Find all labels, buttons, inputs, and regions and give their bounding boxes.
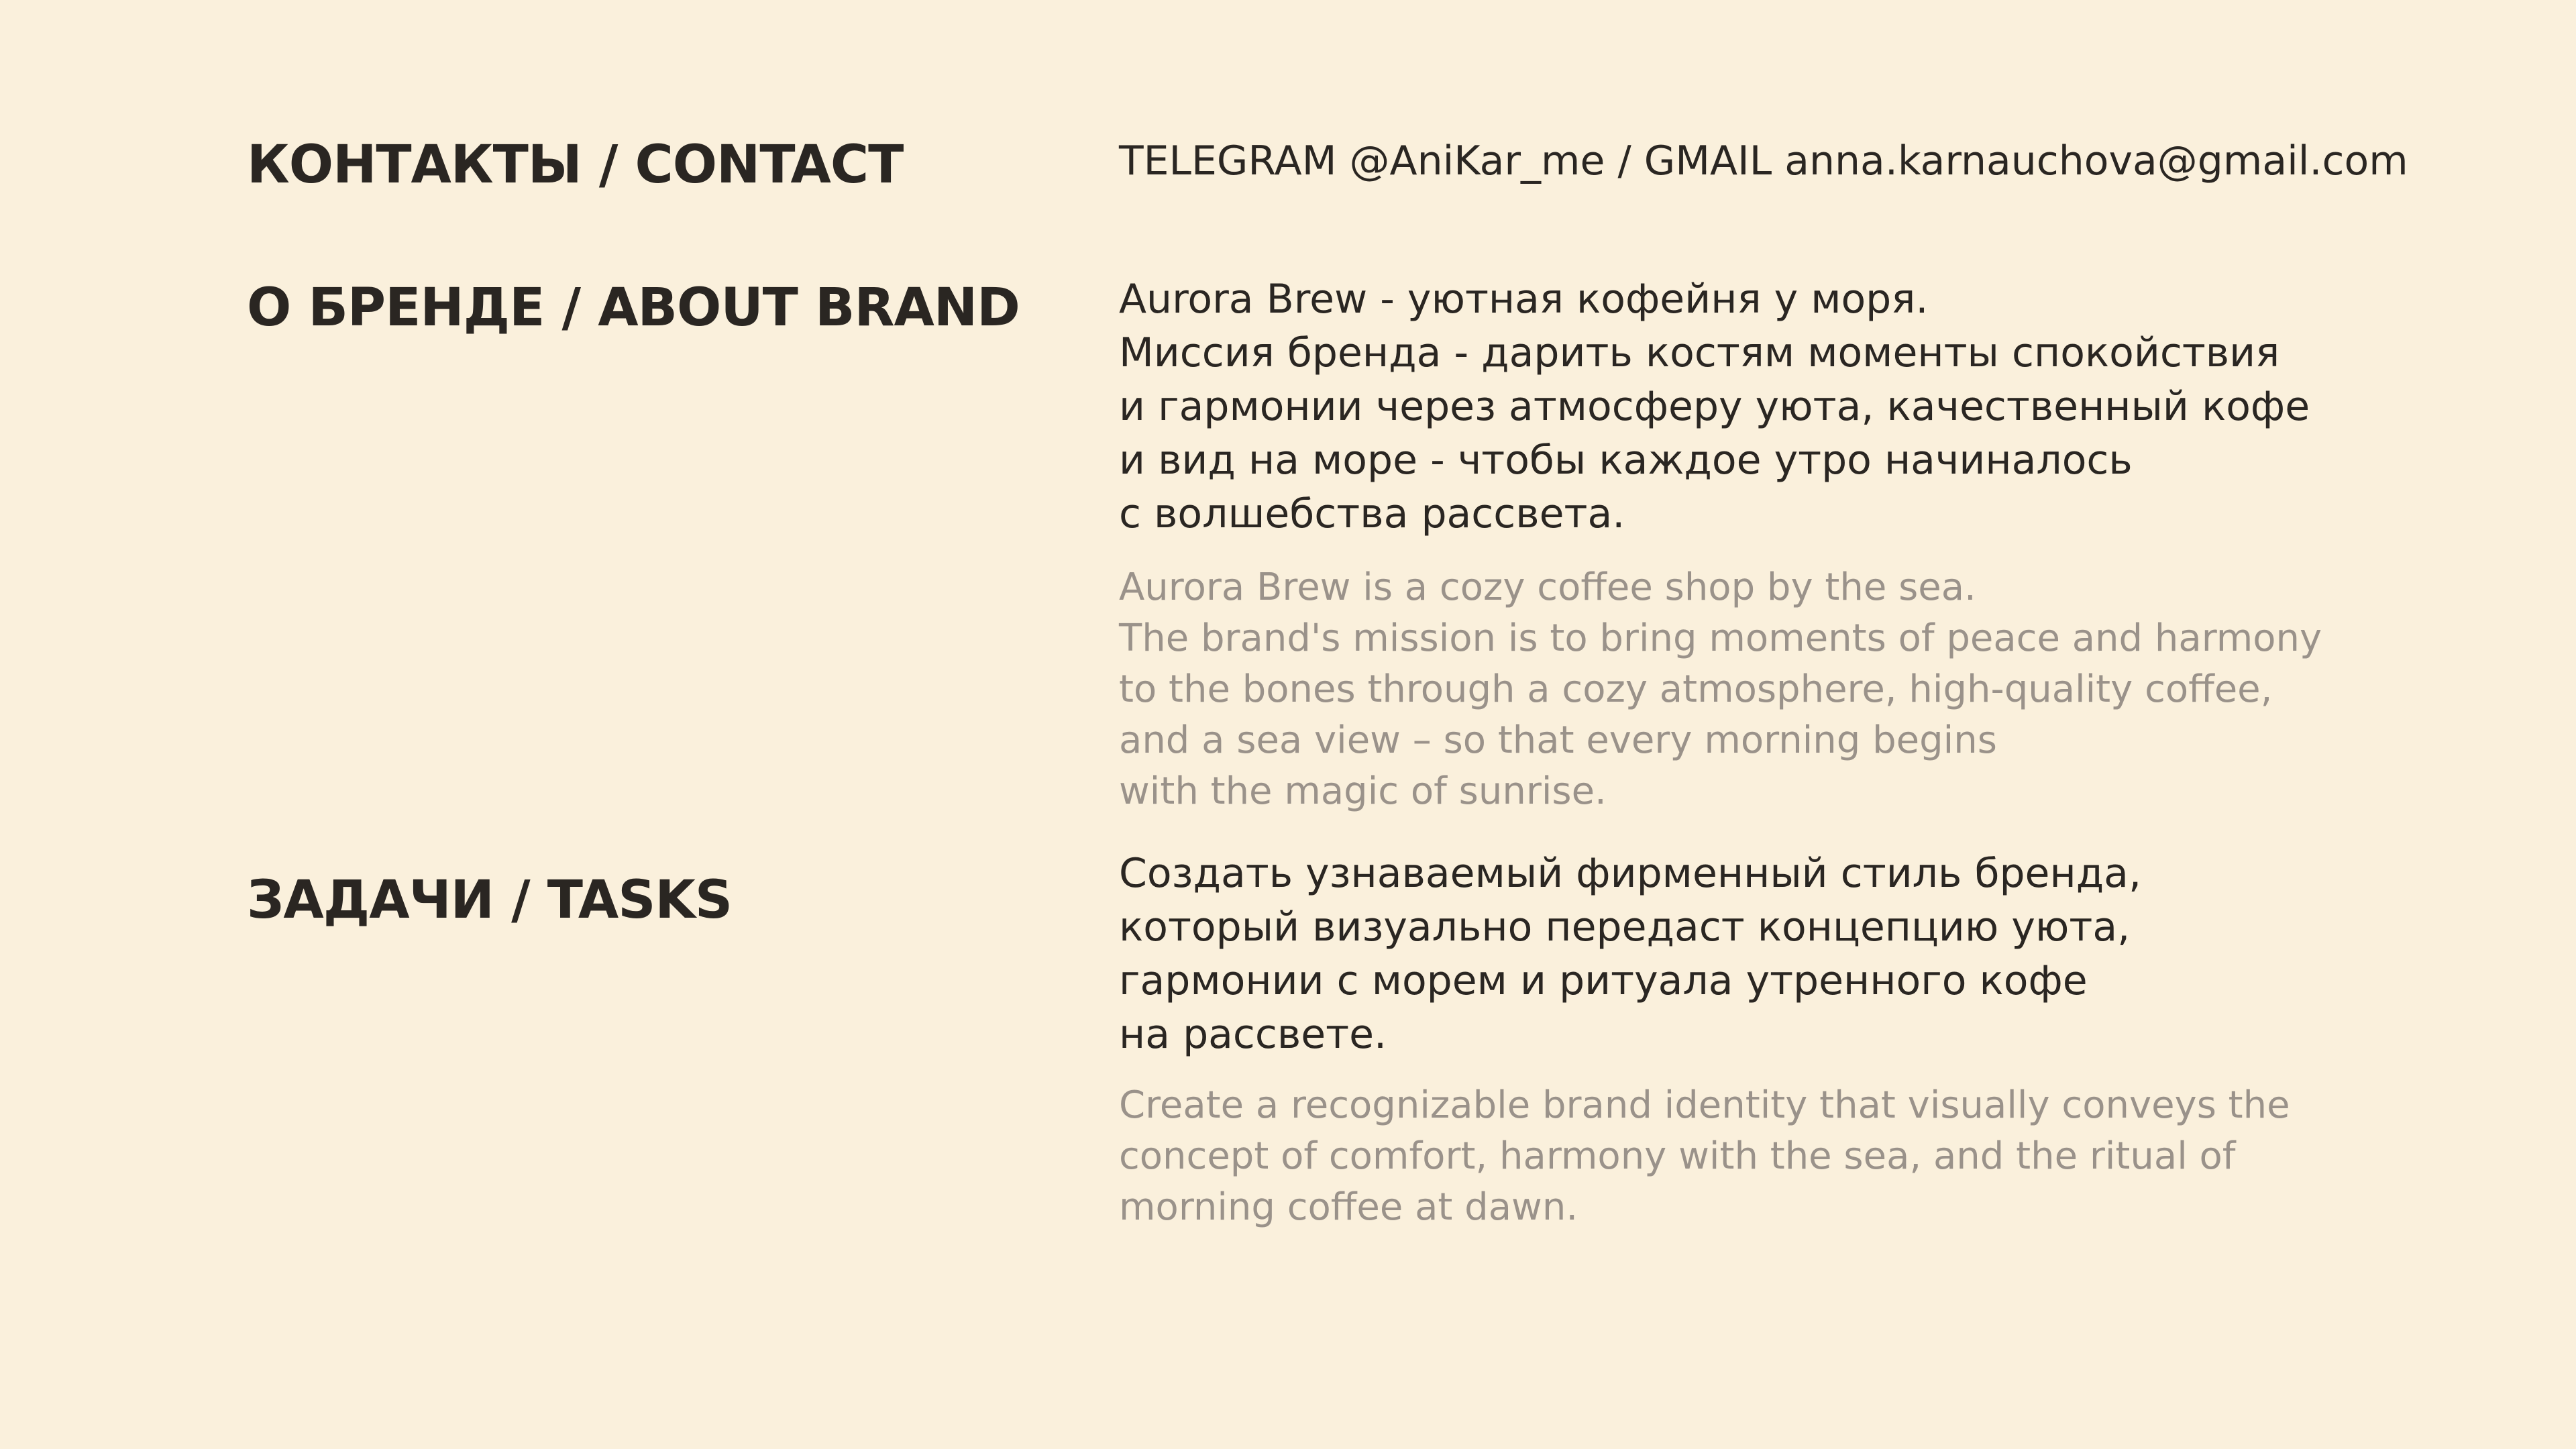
about-en-line: to the bones through a cozy atmosphere, high-quality coffee, <box>1119 667 2273 711</box>
about-en-line: Aurora Brew is a cozy coffee shop by the sea. <box>1119 566 1976 609</box>
about-ru-line: Aurora Brew - уютная кофейня у моря. <box>1119 276 1929 323</box>
about-ru-line: и гармонии через атмосферу уюта, качественный кофе <box>1119 383 2310 430</box>
about-heading: О БРЕНДЕ / ABOUT BRAND <box>247 278 1020 338</box>
about-ru-text <box>1119 272 2514 541</box>
about-en-line: The brand's mission is to bring moments of peace and harmony <box>1119 616 2322 660</box>
about-ru-line: и вид на море - чтобы каждое утро начиналось <box>1119 437 2133 484</box>
about-en-line: and a sea view – so that every morning begins <box>1119 718 1997 762</box>
tasks-ru-line: Создать узнаваемый фирменный стиль бренда, <box>1119 850 2142 897</box>
tasks-ru-line: на рассвете. <box>1119 1011 1387 1058</box>
tasks-ru-line: гармонии с морем и ритуала утренного кофе <box>1119 957 2088 1004</box>
about-en-text <box>1119 562 2514 817</box>
tasks-en-line: Create a recognizable brand identity that visually conveys the <box>1119 1083 2290 1127</box>
tasks-ru-line: который визуально передаст концепцию уюта, <box>1119 904 2131 951</box>
tasks-en-line: concept of comfort, harmony with the sea, and the ritual of <box>1119 1134 2236 1178</box>
tasks-ru-text <box>1119 847 2514 1061</box>
about-ru-line: с волшебства рассвета. <box>1119 490 1625 537</box>
tasks-heading: ЗАДАЧИ / TASKS <box>247 870 733 930</box>
contacts-heading: КОНТАКТЫ / CONTACT <box>247 135 904 195</box>
tasks-en-line: morning coffee at dawn. <box>1119 1185 1578 1229</box>
tasks-en-text <box>1119 1080 2514 1233</box>
contacts-value: TELEGRAM @AniKar_me / GMAIL anna.karnauchova@gmail.com <box>1119 138 2408 184</box>
about-ru-line: Миссия бренда - дарить костям моменты спокойствия <box>1119 329 2280 376</box>
about-en-line: with the magic of sunrise. <box>1119 769 1607 813</box>
